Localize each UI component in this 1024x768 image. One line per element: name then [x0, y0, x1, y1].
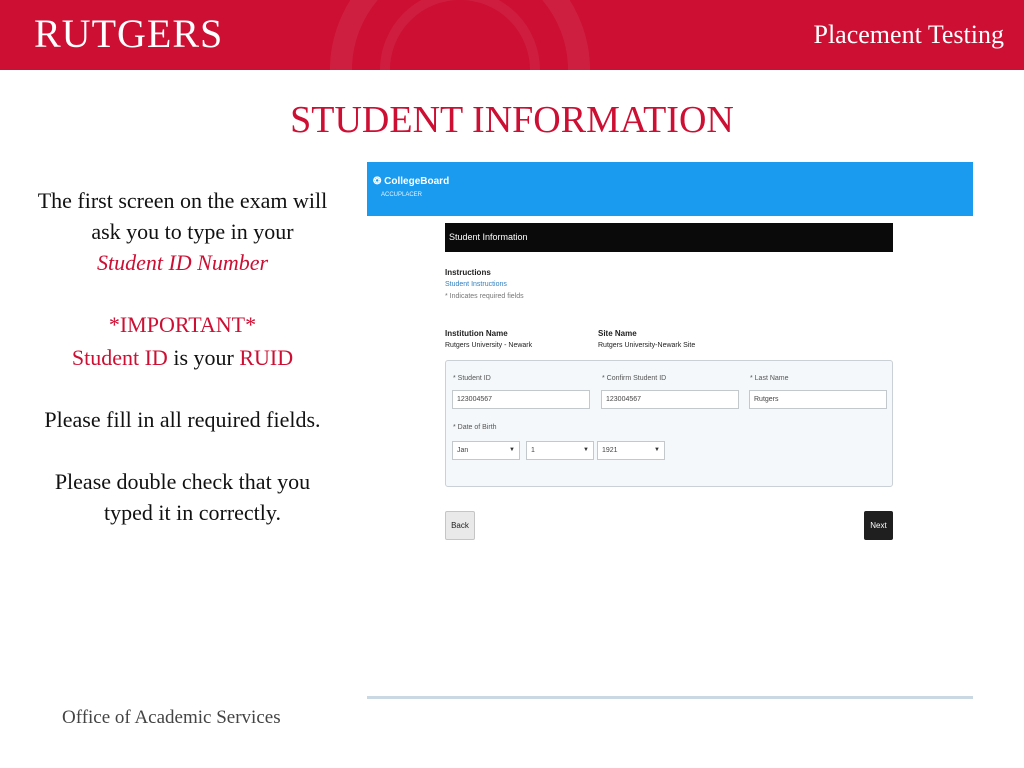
text-line: The first screen on the exam will [37, 188, 328, 213]
required-note: * Indicates required fields [445, 293, 524, 300]
dob-year-value: 1921 [602, 447, 618, 454]
date-of-birth-label: * Date of Birth [453, 424, 497, 431]
footer-text: Office of Academic Services [62, 707, 281, 728]
instructions-label: Instructions [445, 268, 491, 277]
accuplacer-label: ACCUPLACER [381, 192, 423, 198]
id-note-middle: is your [167, 345, 240, 370]
student-form [445, 360, 893, 487]
collegeboard-logo [373, 176, 449, 187]
id-note [10, 342, 355, 373]
important-label: *IMPORTANT* [108, 312, 257, 337]
instructions-text [10, 185, 355, 528]
chevron-down-icon: ▼ [583, 447, 589, 453]
section-title-bar: Student Information [445, 223, 893, 252]
screenshot-bottom-rule [367, 696, 973, 699]
site-value: Rutgers University-Newark Site [598, 342, 696, 349]
chevron-down-icon: ▼ [654, 447, 660, 453]
back-button[interactable]: Back [445, 511, 475, 540]
rutgers-logo: RUTGERS [34, 11, 224, 56]
brand-text: CollegeBoard [384, 176, 450, 187]
text-line: Please double check that you [54, 469, 311, 494]
student-id-term: Student ID [71, 345, 168, 370]
dob-year-select[interactable] [597, 441, 665, 460]
dob-month-value: Jan [457, 447, 469, 454]
last-name-label: * Last Name [750, 375, 789, 382]
acorn-icon: ❂ [373, 176, 382, 187]
banner-title: Placement Testing [813, 20, 1004, 49]
dob-day-select[interactable] [526, 441, 594, 460]
student-id-input[interactable]: 123004567 [452, 390, 590, 409]
last-name-input[interactable]: Rutgers [749, 390, 887, 409]
next-button[interactable]: Next [864, 511, 893, 540]
confirm-student-id-input[interactable]: 123004567 [601, 390, 739, 409]
confirm-student-id-label: * Confirm Student ID [602, 375, 667, 382]
student-id-label: * Student ID [453, 375, 491, 382]
text-line: ask you to type in your [91, 219, 294, 244]
dob-month-select[interactable] [452, 441, 520, 460]
institution-label: Institution Name [445, 329, 508, 338]
dob-day-value: 1 [531, 447, 535, 454]
text-line: typed it in correctly. [104, 500, 281, 525]
header-banner [0, 0, 1024, 70]
institution-value: Rutgers University - Newark [445, 342, 533, 349]
text-line: Please fill in all required fields. [44, 407, 321, 432]
ruid-term: RUID [239, 345, 294, 370]
chevron-down-icon: ▼ [509, 447, 515, 453]
student-instructions-link[interactable]: Student Instructions [445, 281, 507, 288]
text-student-id-number: Student ID Number [96, 250, 269, 275]
site-label: Site Name [598, 329, 637, 338]
page-title: STUDENT INFORMATION [290, 99, 734, 141]
collegeboard-header [367, 162, 973, 216]
exam-screenshot [367, 162, 973, 700]
